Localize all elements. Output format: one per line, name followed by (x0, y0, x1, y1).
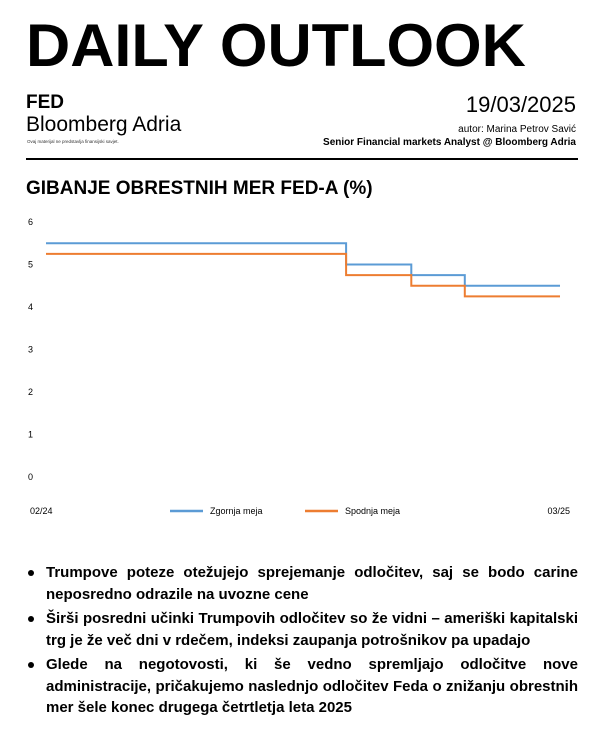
y-tick-label: 3 (28, 344, 34, 355)
bullet-icon (28, 662, 34, 668)
series-line-upper (46, 243, 560, 285)
y-axis (28, 217, 33, 482)
chart-title: GIBANJE OBRESTNIH MER FED-A (%) (26, 178, 373, 199)
y-tick-label: 5 (28, 259, 34, 270)
y-tick-label: 4 (28, 302, 34, 312)
header-divider (26, 158, 578, 160)
legend-label: Zgornja meja (210, 506, 263, 516)
series-layer (46, 243, 560, 296)
y-tick-label: 2 (28, 387, 34, 397)
author-name: autor: Marina Petrov Savić (458, 124, 576, 135)
disclaimer-text: Ovaj materijal ne predstavlja finansijski savjet. (27, 139, 119, 144)
bullet-icon (28, 570, 34, 576)
list-item-text: Glede na negotovosti, ki še vedno spremljajo odločitve nove administracije, pričakujemo naslednjo odločitev Feda o znižanju obrestnih mer šele konec drugega četrtletja leta 2025 (46, 656, 578, 716)
author-role: Senior Financial markets Analyst @ Bloomberg Adria (323, 137, 576, 148)
key-points-list (26, 562, 578, 722)
list-item-text: Širši posredni učinki Trumpovih odločitev so že vidni – ameriški kapitalski trg je že več dni v rdečem, indeksi zaupanja potrošnikov pa upadajo (46, 610, 578, 649)
masthead-title: DAILY OUTLOOK (26, 12, 526, 79)
list-item (26, 654, 578, 719)
x-tick-label: 02/24 (30, 506, 53, 516)
legend-label: Spodnja meja (345, 506, 401, 516)
list-item (26, 608, 578, 651)
chart-legend (170, 506, 400, 516)
topic-label: FED (26, 92, 64, 113)
bullet-icon (28, 616, 34, 622)
y-tick-label: 1 (28, 429, 34, 440)
brand-name: Bloomberg Adria (26, 113, 182, 136)
y-tick-label: 6 (28, 217, 34, 227)
rate-chart (0, 205, 600, 525)
list-item (26, 562, 578, 605)
list-item-text: Trumpove poteze otežujejo sprejemanje odločitev, saj se bodo carine neposredno odrazile na uvozne cene (46, 564, 578, 603)
series-line-lower (46, 254, 560, 297)
x-tick-label: 03/25 (547, 506, 570, 516)
y-tick-label: 0 (28, 472, 34, 482)
x-axis (30, 506, 570, 516)
report-date: 19/03/2025 (465, 92, 576, 117)
